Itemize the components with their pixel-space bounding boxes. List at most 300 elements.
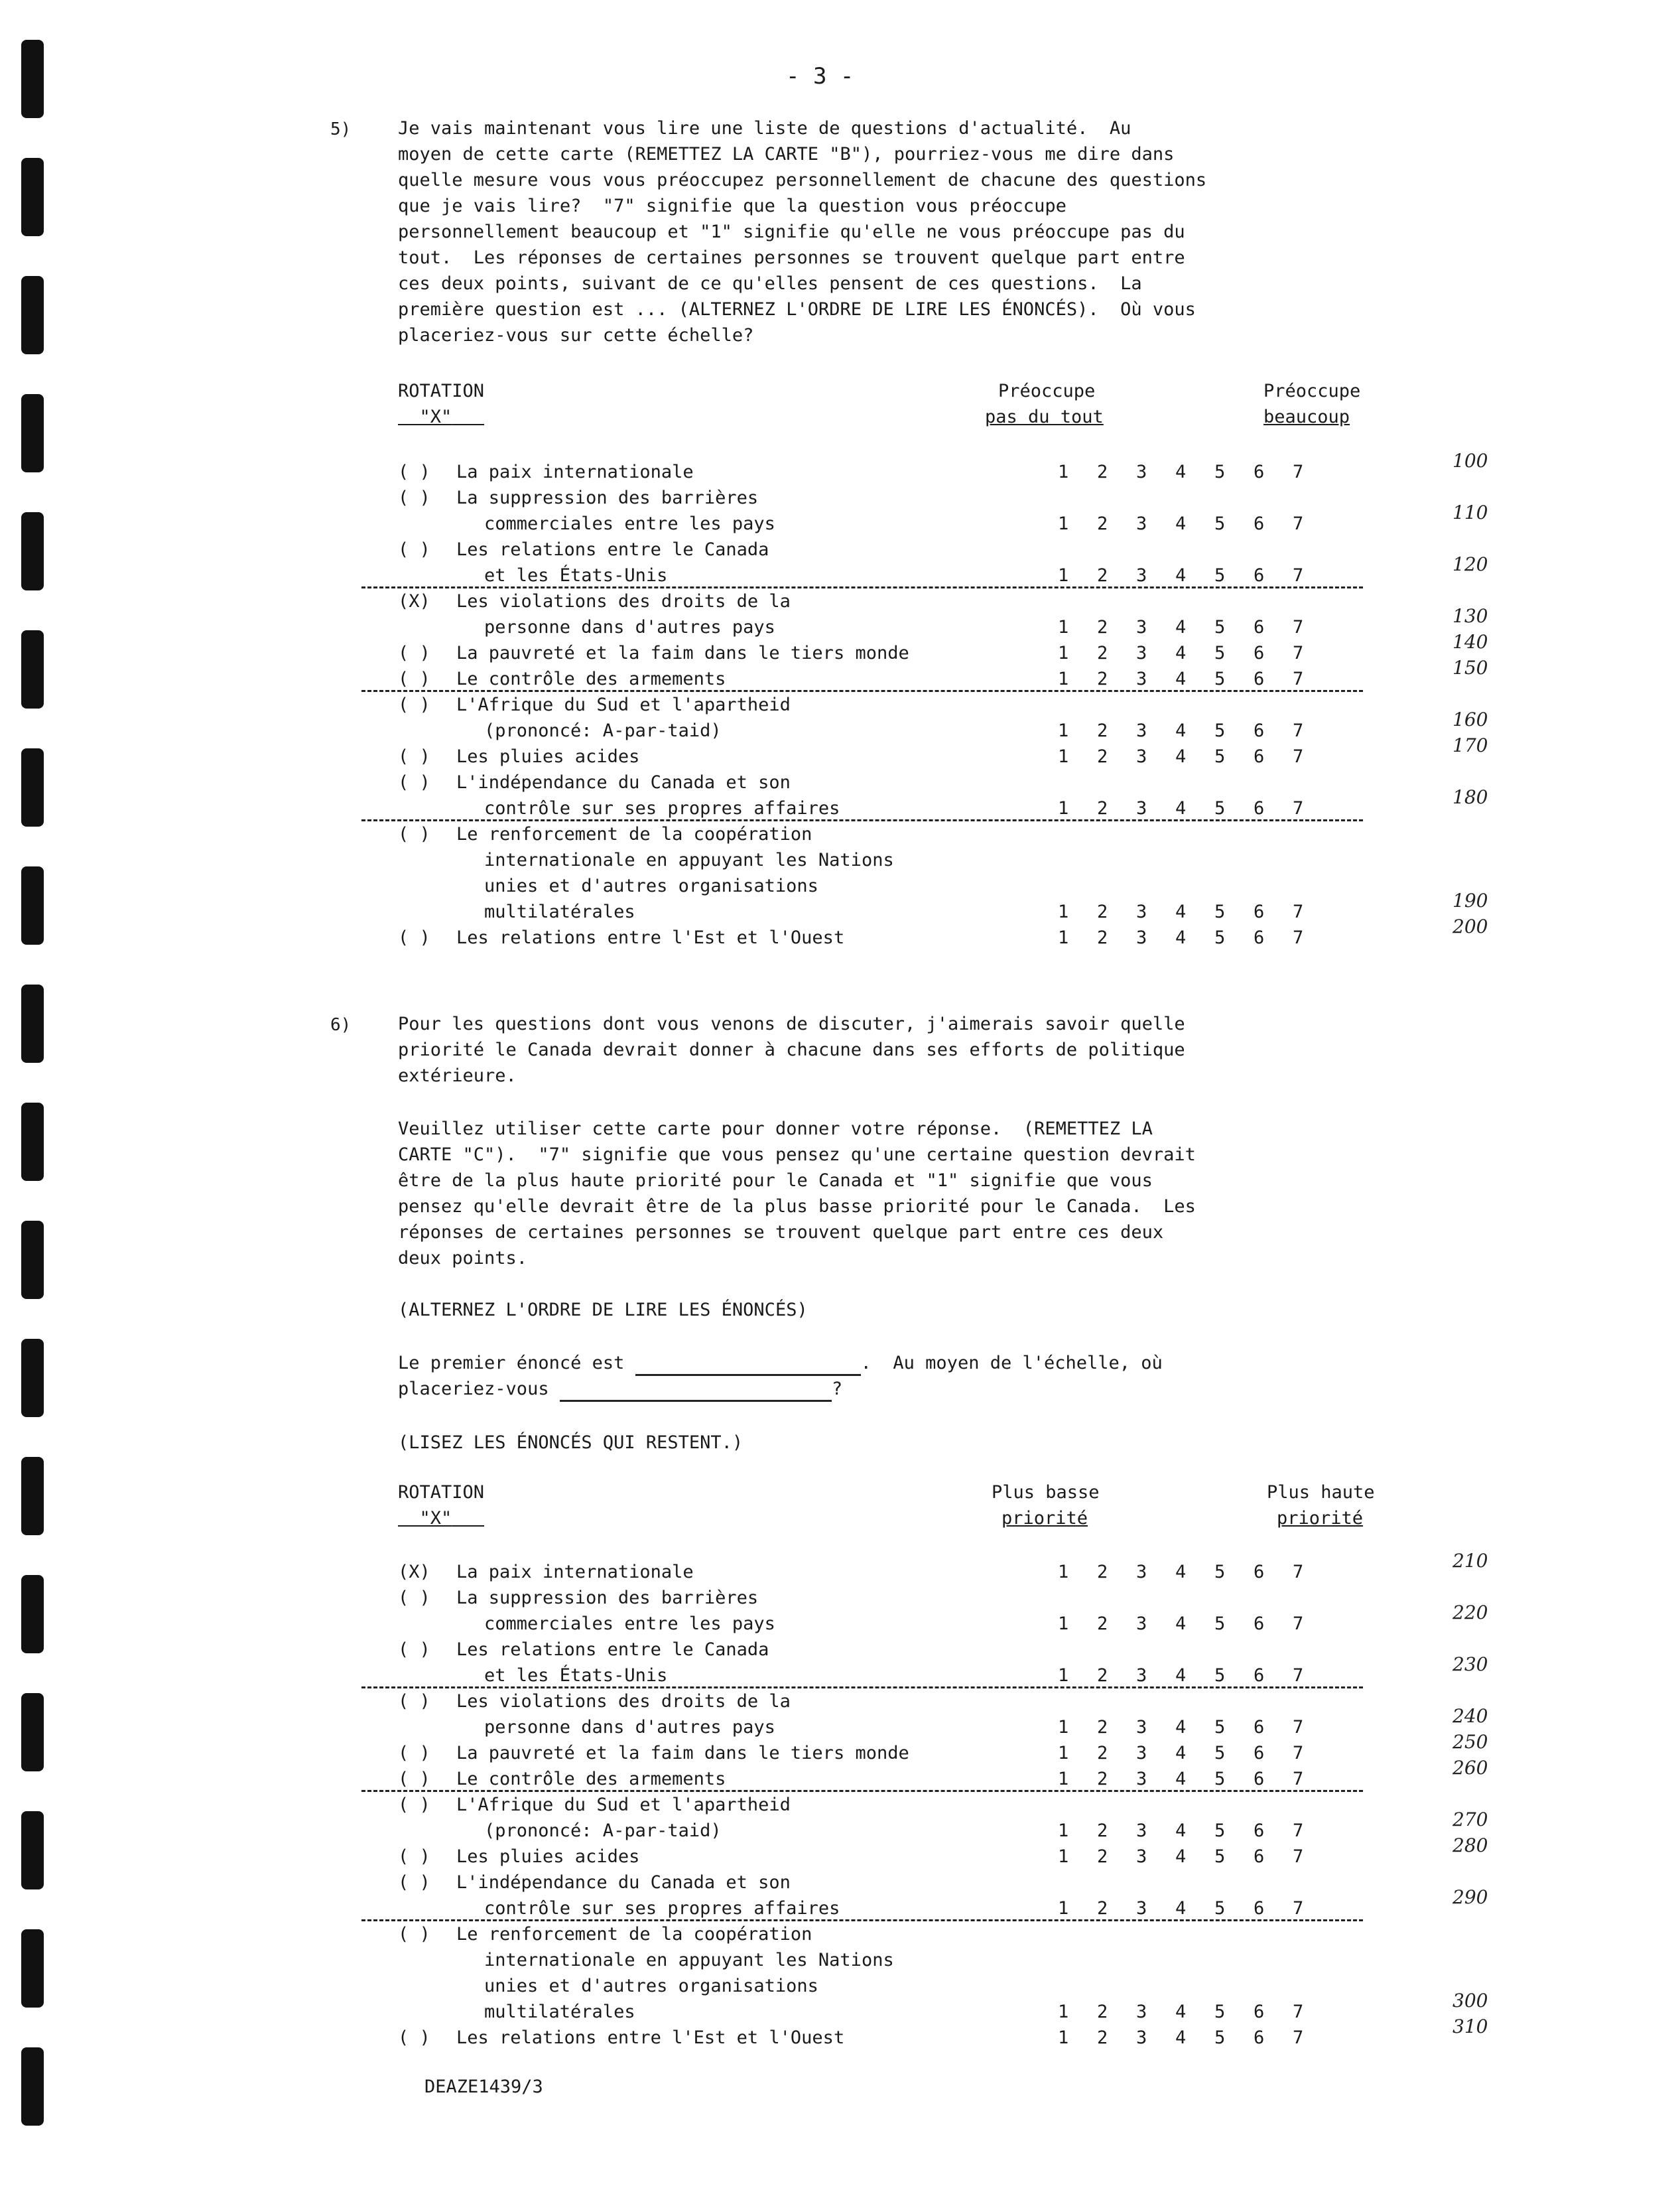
feed-hole [21,394,44,472]
item-line [398,899,635,925]
scale-option-5[interactable]: 5 [1214,927,1226,948]
handwritten-code: 170 [1453,734,1488,756]
scale-option-3[interactable]: 3 [1136,1898,1147,1919]
rating-scale [1058,1999,1332,2025]
text-line: quelle mesure vous vous préoccupez personnellement de chacune des questions [398,170,1207,190]
rotation-checkbox[interactable]: ( ) [398,1846,430,1867]
scale-option-6[interactable]: 6 [1254,798,1265,819]
handwritten-code: 200 [1453,916,1488,937]
rotation-checkbox[interactable]: ( ) [398,2027,430,2048]
scale-option-7[interactable]: 7 [1293,617,1304,638]
item-line [398,1921,812,1947]
item-line [398,1947,894,1973]
rotation-checkbox[interactable]: ( ) [398,669,430,689]
scale-option-7[interactable]: 7 [1293,927,1304,948]
scale-option-1[interactable]: 1 [1058,902,1069,922]
scale-option-2[interactable]: 2 [1097,617,1108,638]
item-label: multilatérales [484,902,635,922]
text-line: moyen de cette carte (REMETTEZ LA CARTE "B"), pourriez-vous me dire dans [398,144,1175,165]
scale-option-1[interactable]: 1 [1058,1846,1069,1867]
feed-hole [21,748,44,827]
scale-option-1[interactable]: 1 [1058,927,1069,948]
scale-option-5[interactable]: 5 [1214,1743,1226,1763]
item-line [398,1766,726,1792]
scale-option-7[interactable]: 7 [1293,1743,1304,1763]
scale-option-1[interactable]: 1 [1058,2002,1069,2022]
scale-option-2[interactable]: 2 [1097,1846,1108,1867]
q6-instruction-1: (ALTERNEZ L'ORDRE DE LIRE LES ÉNONCÉS) [398,1300,808,1320]
text-line: première question est ... (ALTERNEZ L'ORDRE DE LIRE LES ÉNONCÉS). Où vous [398,299,1196,320]
scale-option-6[interactable]: 6 [1254,720,1265,741]
scale-option-3[interactable]: 3 [1136,462,1147,482]
item-label: Le renforcement de la coopération [456,824,812,845]
scale-option-3[interactable]: 3 [1136,1665,1147,1686]
scale-option-4[interactable]: 4 [1175,1665,1187,1686]
scale-option-7[interactable]: 7 [1293,1665,1304,1686]
scale-option-4[interactable]: 4 [1175,1820,1187,1841]
item-label: commerciales entre les pays [484,1613,775,1634]
rating-scale [1058,563,1332,588]
handwritten-code: 250 [1453,1731,1488,1753]
rotation-checkbox[interactable]: ( ) [398,1588,430,1608]
rotation-checkbox[interactable]: ( ) [398,1743,430,1763]
scale-option-6[interactable]: 6 [1254,1613,1265,1634]
rotation-checkbox[interactable]: ( ) [398,643,430,663]
scale-option-1[interactable]: 1 [1058,798,1069,819]
item-line [398,588,791,614]
scale-option-7[interactable]: 7 [1293,565,1304,586]
scale-option-3[interactable]: 3 [1136,669,1147,689]
item-line [398,511,775,537]
scale-option-1[interactable]: 1 [1058,1665,1069,1686]
scale-option-6[interactable]: 6 [1254,565,1265,586]
handwritten-code: 130 [1453,605,1488,627]
scale-option-3[interactable]: 3 [1136,927,1147,948]
scale-option-7[interactable]: 7 [1293,2027,1304,2048]
scale-option-1[interactable]: 1 [1058,643,1069,663]
item-line [398,1637,769,1663]
scale-option-1[interactable]: 1 [1058,1613,1069,1634]
item-label: Les relations entre le Canada [456,539,769,560]
item-label: (prononcé: A-par-taid) [484,720,722,741]
scale-option-4[interactable]: 4 [1175,617,1187,638]
rating-scale [1058,1663,1332,1688]
feed-hole [21,158,44,236]
scale-option-3[interactable]: 3 [1136,565,1147,586]
scale-option-5[interactable]: 5 [1214,1665,1226,1686]
item-label: La suppression des barrières [456,1588,759,1608]
scale-option-4[interactable]: 4 [1175,902,1187,922]
scale-option-5[interactable]: 5 [1214,1898,1226,1919]
feed-hole [21,1693,44,1771]
scale-option-1[interactable]: 1 [1058,1743,1069,1763]
rotation-checkbox[interactable]: ( ) [398,539,430,560]
scale-option-7[interactable]: 7 [1293,1769,1304,1789]
item-label: Les pluies acides [456,1846,640,1867]
rating-scale [1058,1740,1332,1766]
scale-option-2[interactable]: 2 [1097,720,1108,741]
rotation-checkbox[interactable]: ( ) [398,927,430,948]
feed-hole [21,1339,44,1417]
scale-option-4[interactable]: 4 [1175,2027,1187,2048]
page-number: - 3 - [786,63,854,90]
scale-option-4[interactable]: 4 [1175,927,1187,948]
feed-hole [21,1103,44,1181]
scale-option-3[interactable]: 3 [1136,902,1147,922]
scale-option-5[interactable]: 5 [1214,1769,1226,1789]
q5-rotation-label: ROTATION [398,381,485,401]
scale-option-4[interactable]: 4 [1175,565,1187,586]
rating-scale [1058,795,1332,821]
scale-option-3[interactable]: 3 [1136,1717,1147,1738]
scale-option-7[interactable]: 7 [1293,746,1304,767]
item-label: L'indépendance du Canada et son [456,772,791,793]
scale-option-7[interactable]: 7 [1293,2002,1304,2022]
scale-option-7[interactable]: 7 [1293,1562,1304,1582]
scale-option-2[interactable]: 2 [1097,1820,1108,1841]
handwritten-code: 260 [1453,1757,1488,1779]
scale-option-4[interactable]: 4 [1175,798,1187,819]
scale-option-6[interactable]: 6 [1254,643,1265,663]
scale-option-6[interactable]: 6 [1254,1743,1265,1763]
handwritten-code: 210 [1453,1550,1488,1572]
item-line [398,640,909,666]
scale-option-2[interactable]: 2 [1097,1717,1108,1738]
scale-option-1[interactable]: 1 [1058,746,1069,767]
text-line: être de la plus haute priorité pour le Canada et "1" signifie que vous [398,1170,1153,1191]
scale-option-5[interactable]: 5 [1214,462,1226,482]
scale-option-5[interactable]: 5 [1214,514,1226,534]
item-label: L'Afrique du Sud et l'apartheid [456,695,791,715]
rating-scale [1058,718,1332,744]
handwritten-code: 150 [1453,657,1488,679]
rotation-checkbox[interactable]: ( ) [398,824,430,845]
item-label: contrôle sur ses propres affaires [484,1898,840,1919]
item-label: Les violations des droits de la [456,1691,791,1712]
scale-option-6[interactable]: 6 [1254,1898,1265,1919]
scale-option-5[interactable]: 5 [1214,643,1226,663]
scale-option-2[interactable]: 2 [1097,746,1108,767]
scale-option-4[interactable]: 4 [1175,514,1187,534]
handwritten-code: 240 [1453,1705,1488,1727]
rotation-checkbox[interactable]: ( ) [398,772,430,793]
scale-option-1[interactable]: 1 [1058,1898,1069,1919]
scale-option-4[interactable]: 4 [1175,1613,1187,1634]
scale-option-6[interactable]: 6 [1254,462,1265,482]
scale-option-4[interactable]: 4 [1175,1898,1187,1919]
item-label: personne dans d'autres pays [484,617,775,638]
scale-option-1[interactable]: 1 [1058,1717,1069,1738]
scale-option-6[interactable]: 6 [1254,1820,1265,1841]
scale-option-2[interactable]: 2 [1097,462,1108,482]
item-line [398,821,812,847]
text-line: personnellement beaucoup et "1" signifie qu'elle ne vous préoccupe pas du [398,222,1185,242]
rotation-checkbox[interactable]: (X) [398,591,430,612]
item-line [398,795,840,821]
rotation-checkbox[interactable]: ( ) [398,746,430,767]
scale-option-4[interactable]: 4 [1175,746,1187,767]
item-line [398,1844,639,1870]
handwritten-code: 110 [1453,502,1488,523]
feed-hole [21,40,44,118]
scale-option-6[interactable]: 6 [1254,1717,1265,1738]
feed-hole [21,276,44,354]
scale-option-1[interactable]: 1 [1058,2027,1069,2048]
item-label: et les États-Unis [484,1665,668,1686]
scale-option-5[interactable]: 5 [1214,669,1226,689]
scale-option-5[interactable]: 5 [1214,1717,1226,1738]
rotation-checkbox[interactable]: ( ) [398,1795,430,1815]
scale-option-1[interactable]: 1 [1058,462,1069,482]
feed-hole [21,1575,44,1653]
scale-option-2[interactable]: 2 [1097,1562,1108,1582]
scale-option-7[interactable]: 7 [1293,462,1304,482]
item-label: commerciales entre les pays [484,514,775,534]
feed-hole [21,866,44,945]
feed-hole [21,512,44,590]
item-line [398,1663,667,1688]
scale-option-4[interactable]: 4 [1175,2002,1187,2022]
rotation-checkbox[interactable]: ( ) [398,1872,430,1893]
scale-option-7[interactable]: 7 [1293,1613,1304,1634]
scale-option-6[interactable]: 6 [1254,514,1265,534]
item-line [398,1973,818,1999]
scale-option-3[interactable]: 3 [1136,2002,1147,2022]
scale-option-2[interactable]: 2 [1097,927,1108,948]
scale-option-2[interactable]: 2 [1097,669,1108,689]
scale-option-2[interactable]: 2 [1097,1898,1108,1919]
rotation-checkbox[interactable]: ( ) [398,1769,430,1789]
item-label: La suppression des barrières [456,488,759,508]
text-line: deux points. [398,1248,528,1268]
scale-option-7[interactable]: 7 [1293,1820,1304,1841]
scale-option-2[interactable]: 2 [1097,2002,1108,2022]
scale-option-3[interactable]: 3 [1136,1846,1147,1867]
scale-option-7[interactable]: 7 [1293,514,1304,534]
scale-option-2[interactable]: 2 [1097,1743,1108,1763]
scale-option-6[interactable]: 6 [1254,1665,1265,1686]
scale-option-1[interactable]: 1 [1058,617,1069,638]
tractor-feed-holes [21,40,48,2176]
scale-option-2[interactable]: 2 [1097,643,1108,663]
scale-option-3[interactable]: 3 [1136,514,1147,534]
scale-option-2[interactable]: 2 [1097,514,1108,534]
item-line [398,1585,758,1611]
scale-option-4[interactable]: 4 [1175,720,1187,741]
item-label: Les violations des droits de la [456,591,791,612]
scale-option-7[interactable]: 7 [1293,1846,1304,1867]
scale-option-7[interactable]: 7 [1293,1717,1304,1738]
scale-option-5[interactable]: 5 [1214,2002,1226,2022]
scale-option-7[interactable]: 7 [1293,798,1304,819]
scale-option-2[interactable]: 2 [1097,2027,1108,2048]
item-line [398,2025,844,2051]
item-label: L'Afrique du Sud et l'apartheid [456,1795,791,1815]
scale-option-4[interactable]: 4 [1175,1717,1187,1738]
scale-option-3[interactable]: 3 [1136,1613,1147,1634]
scale-option-7[interactable]: 7 [1293,643,1304,663]
scale-option-3[interactable]: 3 [1136,746,1147,767]
scale-option-7[interactable]: 7 [1293,1898,1304,1919]
rotation-checkbox[interactable]: (X) [398,1562,430,1582]
scale-option-3[interactable]: 3 [1136,643,1147,663]
item-line [398,744,639,770]
feed-hole [21,630,44,709]
handwritten-code: 120 [1453,553,1488,575]
q5-high-label: Préoccupe [1263,381,1361,401]
scale-option-4[interactable]: 4 [1175,1562,1187,1582]
rating-scale [1058,744,1332,770]
scale-option-3[interactable]: 3 [1136,1562,1147,1582]
handwritten-code: 100 [1453,450,1488,472]
item-label: L'indépendance du Canada et son [456,1872,791,1893]
item-line [398,873,818,899]
scale-option-5[interactable]: 5 [1214,1562,1226,1582]
item-label: Le renforcement de la coopération [456,1924,812,1945]
scale-option-4[interactable]: 4 [1175,1743,1187,1763]
scale-option-2[interactable]: 2 [1097,902,1108,922]
scale-option-1[interactable]: 1 [1058,1562,1069,1582]
scale-option-4[interactable]: 4 [1175,643,1187,663]
handwritten-code: 180 [1453,786,1488,808]
q5-text [398,115,1446,348]
scale-option-5[interactable]: 5 [1214,746,1226,767]
item-line [398,718,722,744]
document-code: DEAZE1439/3 [424,2077,543,2097]
handwritten-code: 300 [1453,1990,1488,2012]
scale-option-5[interactable]: 5 [1214,902,1226,922]
scale-option-6[interactable]: 6 [1254,1562,1265,1582]
rotation-checkbox[interactable]: ( ) [398,462,430,482]
scale-option-2[interactable]: 2 [1097,798,1108,819]
scale-option-2[interactable]: 2 [1097,1769,1108,1789]
scale-option-4[interactable]: 4 [1175,462,1187,482]
scale-option-5[interactable]: 5 [1214,1846,1226,1867]
handwritten-code: 270 [1453,1809,1488,1830]
scale-option-6[interactable]: 6 [1254,2002,1265,2022]
item-label: Les relations entre le Canada [456,1639,769,1660]
feed-hole [21,1811,44,1889]
item-line [398,1870,791,1895]
text-line: tout. Les réponses de certaines personnes se trouvent quelque part entre [398,247,1185,268]
q6-text-a [398,1011,1446,1089]
handwritten-code: 310 [1453,2016,1488,2037]
rotation-checkbox[interactable]: ( ) [398,1691,430,1712]
scale-option-5[interactable]: 5 [1214,617,1226,638]
placement-blank[interactable] [560,1380,832,1402]
scale-option-2[interactable]: 2 [1097,1665,1108,1686]
item-line [398,485,758,511]
scale-option-1[interactable]: 1 [1058,1820,1069,1841]
scale-option-3[interactable]: 3 [1136,1820,1147,1841]
item-line [398,563,667,588]
handwritten-code: 280 [1453,1834,1488,1856]
scale-option-5[interactable]: 5 [1214,565,1226,586]
item-label: contrôle sur ses propres affaires [484,798,840,819]
scale-option-4[interactable]: 4 [1175,1769,1187,1789]
scale-option-1[interactable]: 1 [1058,669,1069,689]
item-label: multilatérales [484,2002,635,2022]
rotation-checkbox[interactable]: ( ) [398,695,430,715]
scale-option-5[interactable]: 5 [1214,2027,1226,2048]
text-line: priorité le Canada devrait donner à chacune dans ses efforts de politique [398,1040,1185,1060]
scale-option-7[interactable]: 7 [1293,902,1304,922]
text-line: que je vais lire? "7" signifie que la question vous préoccupe [398,196,1066,216]
item-line [398,1740,909,1766]
scale-option-6[interactable]: 6 [1254,1769,1265,1789]
scale-option-3[interactable]: 3 [1136,720,1147,741]
scale-option-6[interactable]: 6 [1254,617,1265,638]
scale-option-5[interactable]: 5 [1214,1613,1226,1634]
rating-scale [1058,459,1332,485]
scale-option-3[interactable]: 3 [1136,2027,1147,2048]
rating-scale [1058,925,1332,951]
scale-option-3[interactable]: 3 [1136,1743,1147,1763]
item-line [398,1611,775,1637]
scale-option-1[interactable]: 1 [1058,720,1069,741]
rotation-checkbox[interactable]: ( ) [398,488,430,508]
scale-option-7[interactable]: 7 [1293,720,1304,741]
scale-option-6[interactable]: 6 [1254,1846,1265,1867]
item-label: (prononcé: A-par-taid) [484,1820,722,1841]
scale-option-5[interactable]: 5 [1214,1820,1226,1841]
rating-scale [1058,666,1332,692]
scale-option-7[interactable]: 7 [1293,669,1304,689]
q6-first-statement-2: placeriez-vous ? [398,1376,842,1402]
scale-option-1[interactable]: 1 [1058,514,1069,534]
rating-scale [1058,899,1332,925]
scale-option-4[interactable]: 4 [1175,1846,1187,1867]
feed-hole [21,985,44,1063]
rotation-checkbox[interactable]: ( ) [398,1924,430,1945]
q6-high-label-2: priorité [1277,1508,1364,1529]
scale-option-3[interactable]: 3 [1136,617,1147,638]
handwritten-code: 140 [1453,631,1488,653]
scale-option-6[interactable]: 6 [1254,746,1265,767]
scale-option-6[interactable]: 6 [1254,927,1265,948]
scale-option-3[interactable]: 3 [1136,1769,1147,1789]
item-line [398,847,894,873]
scale-option-2[interactable]: 2 [1097,1613,1108,1634]
scale-option-1[interactable]: 1 [1058,565,1069,586]
item-line [398,1895,840,1921]
item-line [398,770,791,795]
q6-low-label: Plus basse [992,1482,1100,1503]
first-statement-blank[interactable] [635,1354,861,1376]
text-line: Pour les questions dont vous venons de discuter, j'aimerais savoir quelle [398,1014,1185,1034]
scale-option-6[interactable]: 6 [1254,669,1265,689]
item-label: Le contrôle des armements [456,1769,726,1789]
text-line: ces deux points, suivant de ce qu'elles pensent de ces questions. La [398,273,1142,294]
scale-option-5[interactable]: 5 [1214,720,1226,741]
scale-option-5[interactable]: 5 [1214,798,1226,819]
handwritten-code: 160 [1453,709,1488,730]
scale-option-1[interactable]: 1 [1058,1769,1069,1789]
item-label: Les pluies acides [456,746,640,767]
scale-option-6[interactable]: 6 [1254,902,1265,922]
scale-option-4[interactable]: 4 [1175,669,1187,689]
rating-scale [1058,640,1332,666]
q6-rotation-label: ROTATION [398,1482,485,1503]
item-label: Les relations entre l'Est et l'Ouest [456,927,845,948]
scale-option-2[interactable]: 2 [1097,565,1108,586]
scale-option-6[interactable]: 6 [1254,2027,1265,2048]
q6-low-label-2: priorité [1002,1508,1088,1529]
rating-scale [1058,1714,1332,1740]
scale-option-3[interactable]: 3 [1136,798,1147,819]
rotation-checkbox[interactable]: ( ) [398,1639,430,1660]
q6-first-statement: Le premier énoncé est . Au moyen de l'échelle, où [398,1350,1163,1376]
